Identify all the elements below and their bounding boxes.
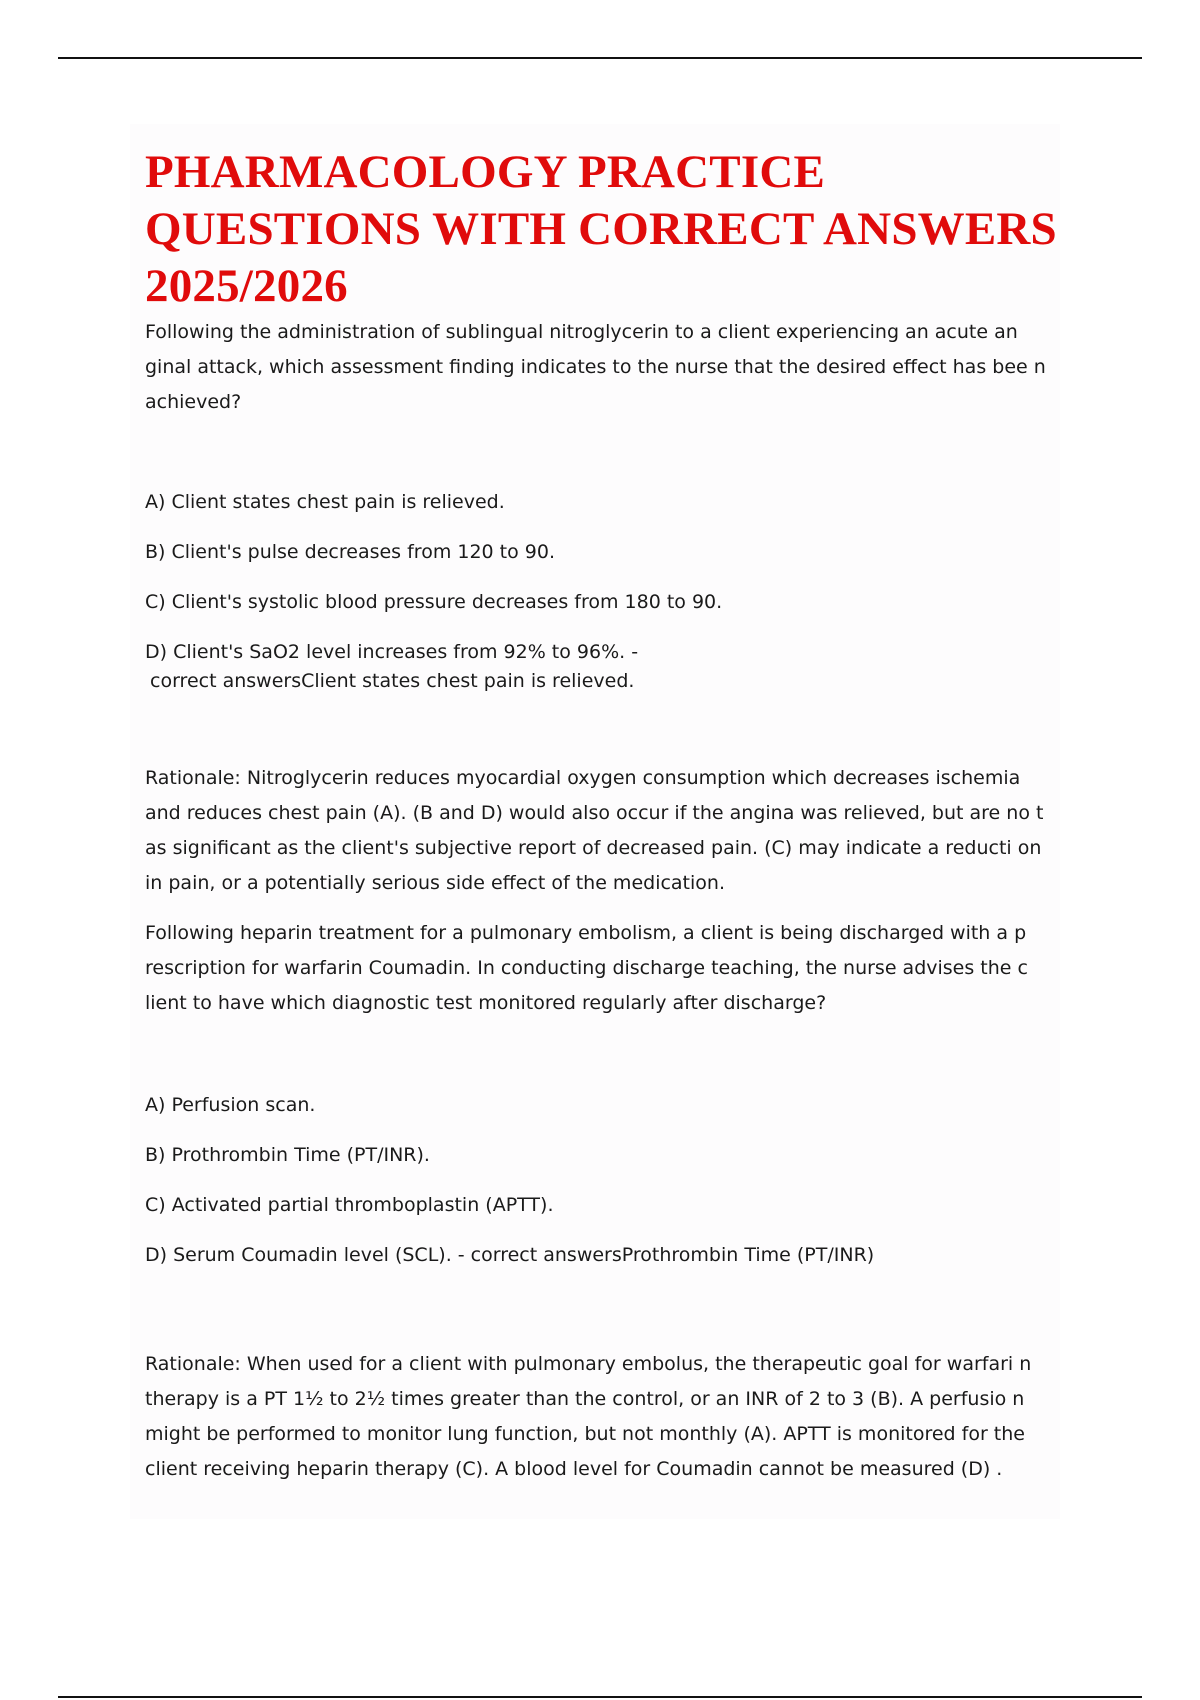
option-c: C) Activated partial thromboplastin (APTT). [145,1194,554,1216]
question-2-options [145,1091,1060,1269]
option-a: A) Client states chest pain is relieved. [145,491,505,513]
question-1-options [145,488,1060,696]
option-b: B) Client's pulse decreases from 120 to 90. [145,541,556,563]
correct-answer: correct answersClient states chest pain is relieved. [150,670,635,692]
option-c: C) Client's systolic blood pressure decreases from 180 to 90. [145,591,723,613]
question-1-rationale: Rationale: Nitroglycerin reduces myocardial oxygen consumption which decreases ischemia and reduces chest pain (A). (B and D) would also occur if the angina was relieved, but are no t as significant as the client's subjective report of decreased pain. (C) may indicate a reducti on in pain, or a potentially serious side effect of the medication. [145,767,1044,894]
bottom-rule [58,1696,1142,1698]
question-2-rationale: Rationale: When used for a client with pulmonary embolus, the therapeutic goal for warfari n therapy is a PT 1½ to 2½ times greater than the control, or an INR of 2 to 3 (B). A perfusio n might be performed to monitor lung function, but not monthly (A). APTT is monitored for the client receiving heparin therapy (C). A blood level for Coumadin cannot be measured (D) . [145,1353,1032,1480]
option-b: B) Prothrombin Time (PT/INR). [145,1144,430,1166]
option-d [145,638,1060,696]
question-1-stem: Following the administration of sublingual nitroglycerin to a client experiencing an acute an ginal attack, which assessment finding indicates to the nurse that the desired effect has bee n achieved? [145,321,1046,413]
option-a: A) Perfusion scan. [145,1094,316,1116]
top-rule [58,57,1142,59]
option-d-text: D) Client's SaO2 level increases from 92% to 96%. - [145,641,639,663]
option-d: D) Serum Coumadin level (SCL). - correct answersProthrombin Time (PT/INR) [145,1244,875,1266]
document-title: PHARMACOLOGY PRACTICE QUESTIONS WITH CORRECT ANSWERS 2025/2026 [145,146,1057,312]
question-2-stem: Following heparin treatment for a pulmonary embolism, a client is being discharged with a p rescription for warfarin Coumadin. In conducting discharge teaching, the nurse advises the c lient to have which diagnostic test monitored regularly after discharge? [145,922,1028,1014]
document-page [130,124,1060,1519]
